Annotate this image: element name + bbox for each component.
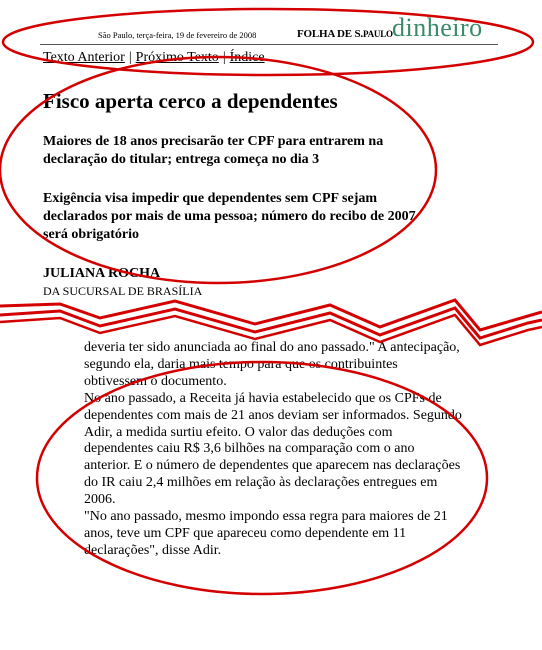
section-logo: dinheiro	[392, 13, 483, 42]
byline-author: JULIANA ROCHA	[43, 266, 161, 281]
newspaper-logo	[297, 28, 393, 40]
article-body	[84, 340, 464, 560]
headline: Fisco aperta cerco a dependentes	[43, 89, 338, 113]
nav-separator: |	[128, 50, 132, 65]
prev-article-link[interactable]: Texto Anterior	[43, 50, 125, 65]
body-paragraph: "No ano passado, mesmo impondo essa regra para maiores de 21 anos, teve um CPF que apareceu como dependente em 11 declarações", disse Adir.	[84, 509, 448, 558]
byline-bureau: DA SUCURSAL DE BRASÍLIA	[43, 284, 203, 298]
subheadline-2: Exigência visa impedir que dependentes sem CPF sejam declarados por mais de uma pessoa; número do recibo de 2007 será obrigatório	[43, 191, 416, 242]
newspaper-name: FOLHA DE S.	[297, 28, 363, 40]
masthead-date: São Paulo, terça-feira, 19 de fevereiro de 2008	[98, 30, 257, 40]
index-link[interactable]: Índice	[229, 50, 265, 65]
next-article-link[interactable]: Próximo Texto	[135, 50, 219, 65]
body-paragraph: No ano passado, a Receita já havia estabelecido que os CPFs de dependentes com mais de 21 anos deviam ser informados. Segundo Adir, a medida surtiu efeito. O valor das deduções com dependentes caiu R$ 3,6 bilhões na comparação com o ano anterior. E o número de dependentes que aparecem nas declarações do IR caiu 2,4 milhões em relação às declarações entregues em 2006.	[84, 390, 462, 508]
body-paragraph: deveria ter sido anunciada ao final do ano passado." A antecipação, segundo ela, daria mais tempo para que os contribuintes obtivessem o documento.	[84, 340, 460, 389]
tear-line-1	[0, 300, 542, 330]
masthead-divider	[40, 44, 498, 45]
newspaper-city: PAULO	[362, 29, 393, 39]
tear-line-2	[0, 308, 542, 338]
article-nav	[43, 50, 265, 66]
subheadline-1: Maiores de 18 anos precisarão ter CPF para entrarem na declaração do titular; entrega começa no dia 3	[43, 134, 384, 167]
nav-separator: |	[222, 50, 226, 65]
